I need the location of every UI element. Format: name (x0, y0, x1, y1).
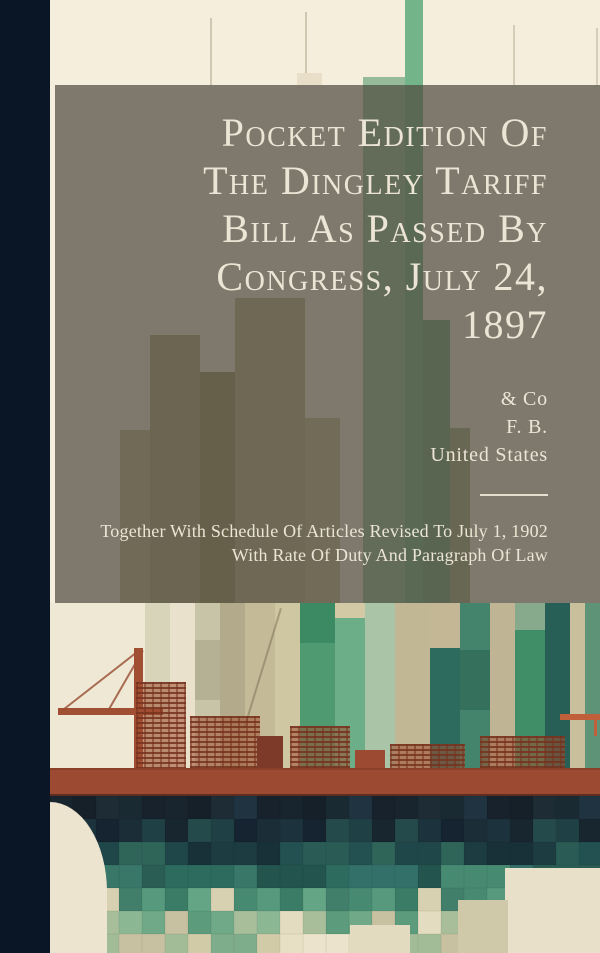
book-title-line: The Dingley Tariff (203, 158, 548, 203)
book-subtitle-line: With Rate Of Duty And Paragraph Of Law (231, 545, 548, 565)
title-overlay-panel (55, 85, 600, 603)
book-cover (50, 0, 600, 953)
author-divider (480, 494, 548, 496)
art-block (350, 925, 410, 953)
art-block (505, 868, 600, 953)
book-subtitle (100, 519, 548, 567)
book-title-line: Congress, July 24, (216, 254, 548, 299)
book-title-line: Bill As Passed By (222, 206, 548, 251)
book-title-line: Pocket Edition Of (221, 110, 548, 155)
book-title (203, 109, 548, 349)
book-title-line: 1897 (462, 302, 548, 347)
art-block (458, 900, 508, 953)
author-name: United States (430, 444, 548, 466)
author-name: F. B. (506, 416, 548, 438)
author-name: & Co (500, 388, 548, 410)
book-subtitle-line: Together With Schedule Of Articles Revised To July 1, 1902 (100, 521, 548, 541)
author-list (430, 385, 548, 469)
book-spine (0, 0, 50, 953)
